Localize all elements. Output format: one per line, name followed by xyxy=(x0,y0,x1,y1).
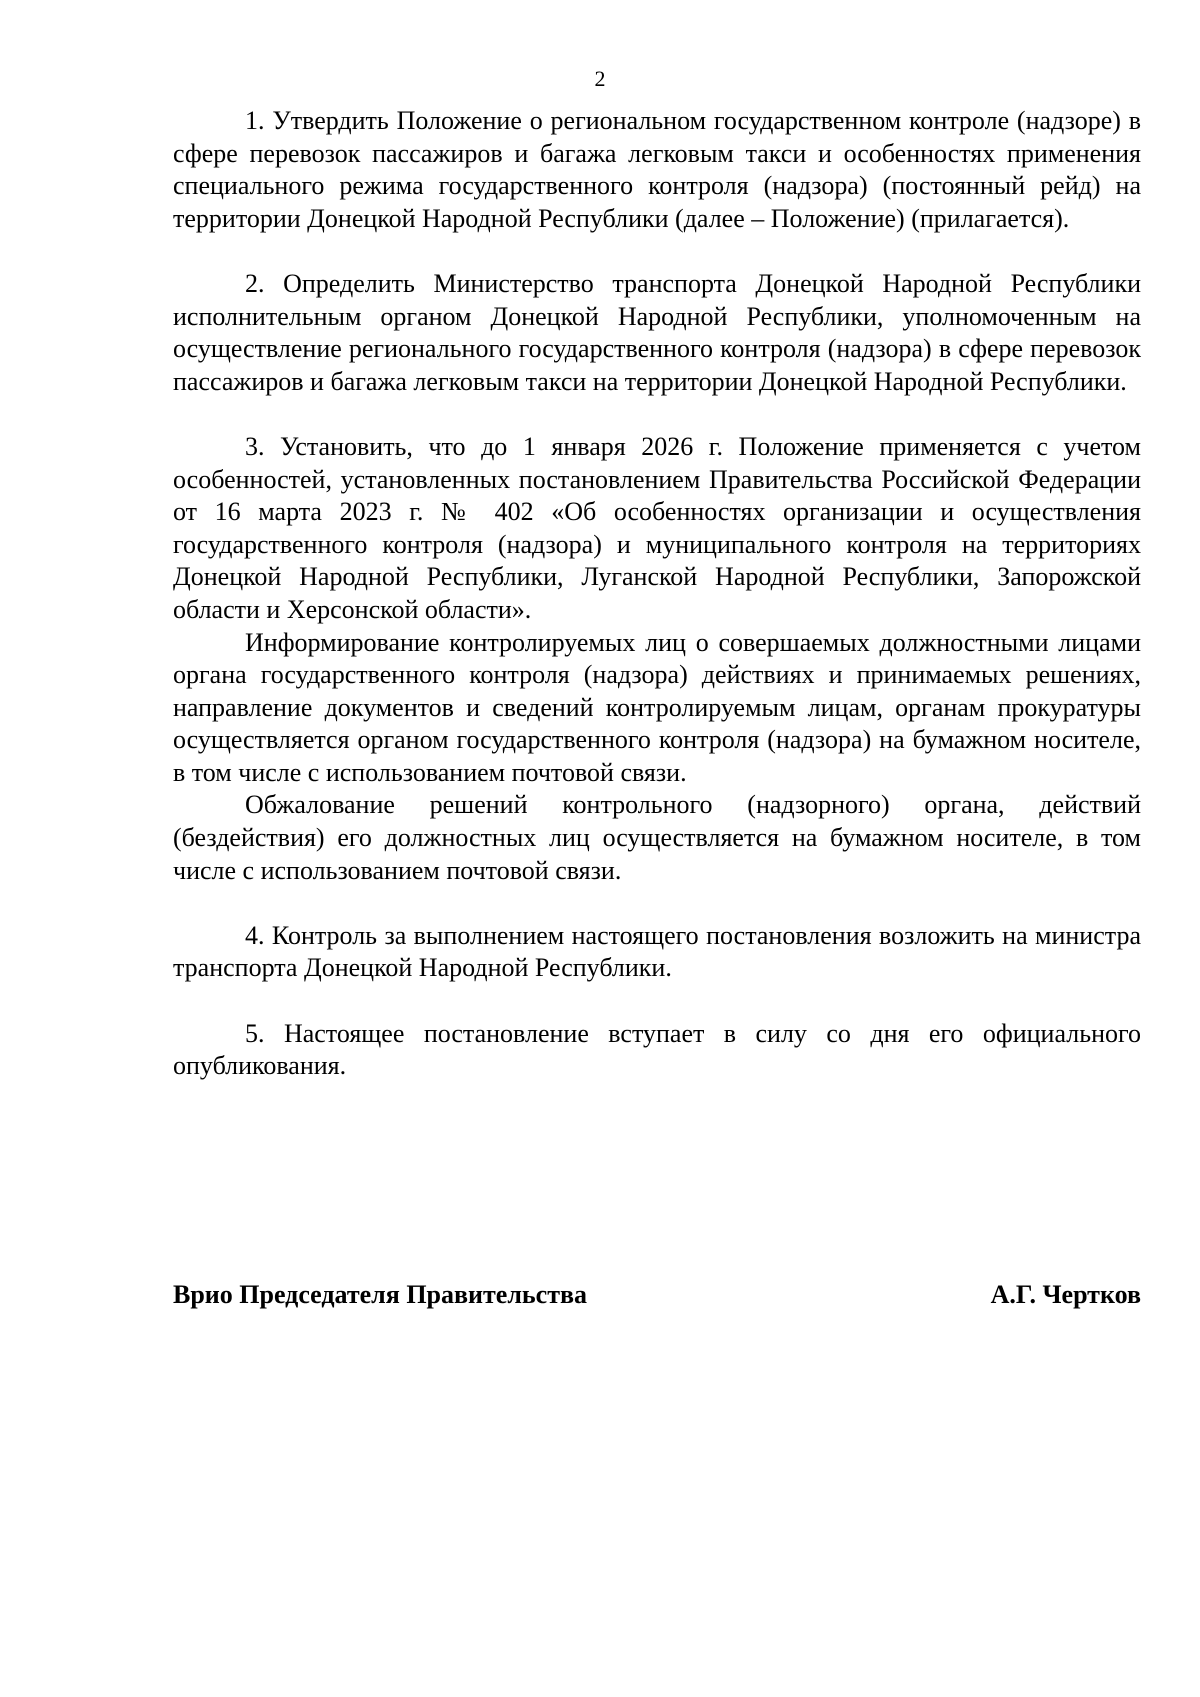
paragraph-informing: Информирование контролируемых лиц о совершаемых должностными лицами органа государственного контроля (надзора) действиях и принимаемых решениях, направление документов и сведений контролируемым лицам, органам прокуратуры осуществляется органом государственного контроля (надзора) на бумажном носителе, в том числе с использованием почтовой связи. xyxy=(173,627,1141,787)
paragraph-item-5: 5. Настоящее постановление вступает в силу со дня его официального опубликования. xyxy=(173,1018,1141,1081)
paragraph-item-2: 2. Определить Министерство транспорта Донецкой Народной Республики исполнительным органом Донецкой Народной Республики, уполномоченным на осуществление регионального государственного контроля (надзора) в сфере перевозок пассажиров и багажа легковым такси на территории Донецкой Народной Республики. xyxy=(173,268,1141,396)
page-number: 2 xyxy=(594,66,606,91)
document-body xyxy=(173,105,1141,1083)
paragraph-appeal: Обжалование решений контрольного (надзорного) органа, действий (бездействия) его должностных лиц осуществляется на бумажном носителе, в том числе с использованием почтовой связи. xyxy=(173,790,1141,885)
paragraph-item-4: 4. Контроль за выполнением настоящего постановления возложить на министра транспорта Донецкой Народной Республики. xyxy=(173,920,1141,983)
signatory-name: А.Г. Чертков xyxy=(990,1280,1141,1309)
signatory-title: Врио Председателя Правительства xyxy=(173,1280,588,1309)
paragraph-item-3: 3. Установить, что до 1 января 2026 г. Положение применяется с учетом особенностей, установленных постановлением Правительства Российской Федерации от 16 марта 2023 г. № 402 «Об особенностях организации и осуществления государственного контроля (надзора) и муниципального контроля на территориях Донецкой Народной Республики, Луганской Народной Республики, Запорожской области и Херсонской области». xyxy=(173,431,1141,624)
paragraph-item-1: 1. Утвердить Положение о региональном государственном контроле (надзоре) в сфере перевозок пассажиров и багажа легковым такси и особенностях применения специального режима государственного контроля (надзора) (постоянный рейд) на территории Донецкой Народной Республики (далее – Положение) (прилагается). xyxy=(173,106,1141,233)
signature-block xyxy=(173,1277,1141,1313)
